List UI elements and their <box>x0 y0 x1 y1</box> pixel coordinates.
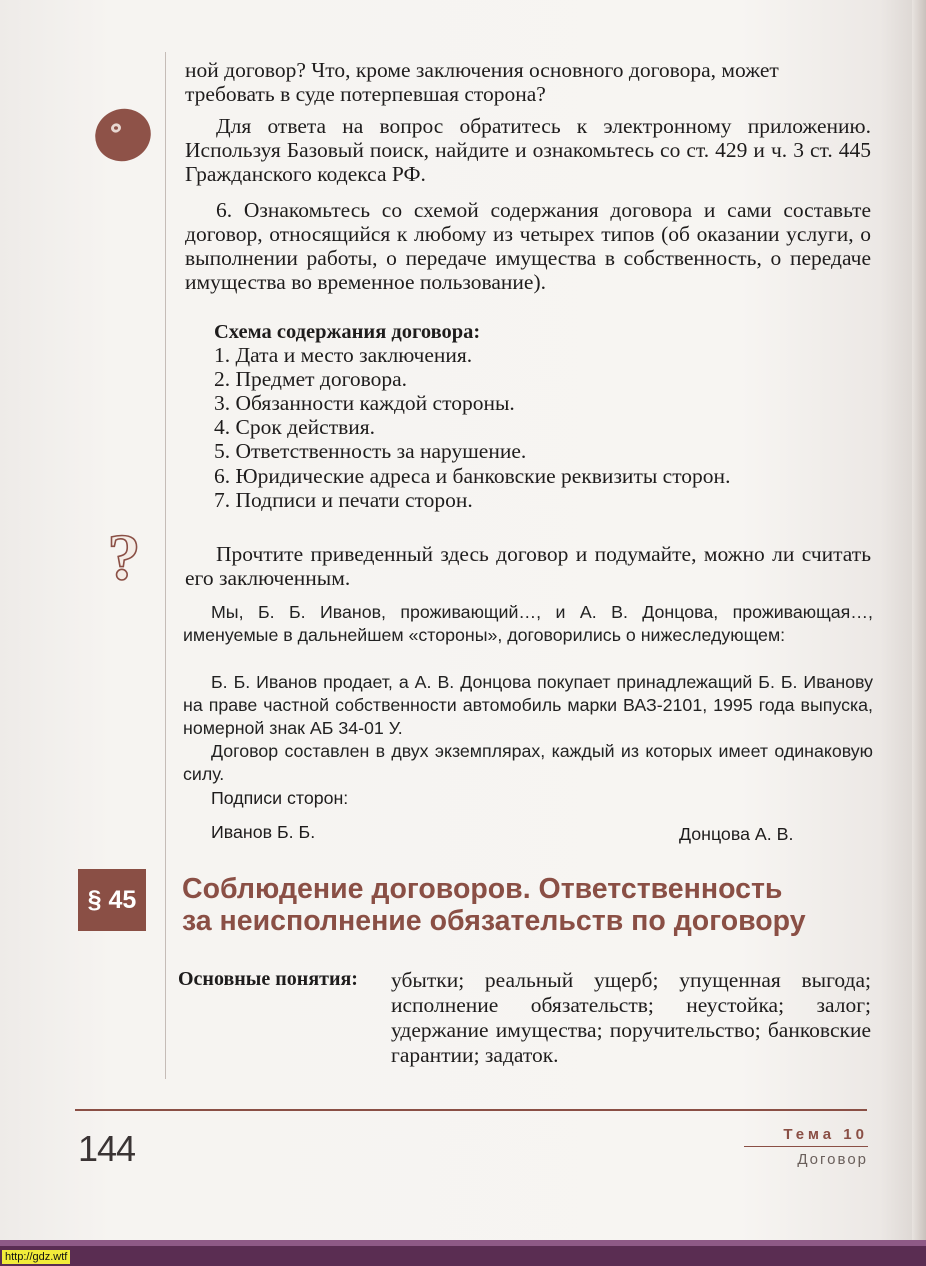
footer-rule <box>75 1109 867 1111</box>
question-mark-icon <box>100 525 148 587</box>
contract-paragraph: Договор составлен в двух экземплярах, каждый из которых имеет одинаковую силу. <box>183 741 873 784</box>
scheme-item: 7. Подписи и печати сторон. <box>214 488 473 512</box>
topic-rule <box>744 1146 868 1147</box>
electronic-appendix-paragraph: Для ответа на вопрос обратитесь к электронному приложению. Используя Базовый поиск, найдите и ознакомьтесь со ст. 429 и ч. 3 ст. 445 Гражданского кодекса РФ. <box>185 114 871 186</box>
topic-label: Тема 10 <box>783 1126 868 1143</box>
page-number: 144 <box>78 1128 136 1169</box>
concepts-text: убытки; реальный ущерб; упущенная выгода; исполнение обязательств; неустойка; залог; удержание имущества; поручительство; банковские гарантии; задаток. <box>391 968 871 1067</box>
contract-paragraph: Мы, Б. Б. Иванов, проживающий…, и А. В. Донцова, проживающая…, именуемые в дальнейшем «стороны», договорились о нижеследующем: <box>183 602 873 645</box>
party-left: Иванов Б. Б. <box>211 822 316 842</box>
section-heading-line: за неисполнение обязательств по договору <box>182 905 806 937</box>
scheme-item: 3. Обязанности каждой стороны. <box>214 391 515 415</box>
page-edge <box>912 0 926 1240</box>
scheme-item: 2. Предмет договора. <box>214 367 408 391</box>
topic-subtitle: Договор <box>797 1151 868 1168</box>
scheme-item: 6. Юридические адреса и банковские реквизиты сторон. <box>214 464 731 488</box>
section-heading-line: Соблюдение договоров. Ответственность <box>182 873 783 905</box>
question-paragraph: Прочтите приведенный здесь договор и подумайте, можно ли считать его заключенным. <box>185 542 871 590</box>
source-label[interactable]: http://gdz.wtf <box>2 1250 70 1264</box>
disk-icon <box>94 107 152 163</box>
concepts-label: Основные понятия: <box>178 968 358 990</box>
party-right: Донцова А. В. <box>679 824 794 844</box>
contract-paragraph: Б. Б. Иванов продает, а А. В. Донцова покупает принадлежащий Б. Б. Иванову на праве частной собственности автомобиль марки ВАЗ-2101, 1995 года выпуска, номерной знак АБ 34-01 У. <box>183 672 873 738</box>
svg-text:?: ? <box>107 525 141 587</box>
text-line: ной договор? Что, кроме заключения основного договора, может <box>185 58 779 82</box>
section-badge: § 45 <box>78 869 146 931</box>
task-6-paragraph: 6. Ознакомьтесь со схемой содержания договора и сами составьте договор, относящийся к любому из четырех типов (об оказании услуги, о выполнении работы, о передаче имущества в собственность, о передаче имущества во временное пользование). <box>185 198 871 294</box>
section-heading <box>182 873 806 937</box>
scheme-item: 4. Срок действия. <box>214 415 376 439</box>
scheme-item: 5. Ответственность за нарушение. <box>214 439 527 463</box>
scheme-item: 1. Дата и место заключения. <box>214 343 473 367</box>
signatures-label: Подписи сторон: <box>211 788 349 808</box>
bottom-bar <box>0 1240 926 1266</box>
margin-rule <box>165 52 166 1079</box>
scheme-title: Схема содержания договора: <box>214 321 481 343</box>
text-line: требовать в суде потерпевшая сторона? <box>185 82 546 106</box>
bottom-stripe <box>0 1240 926 1246</box>
